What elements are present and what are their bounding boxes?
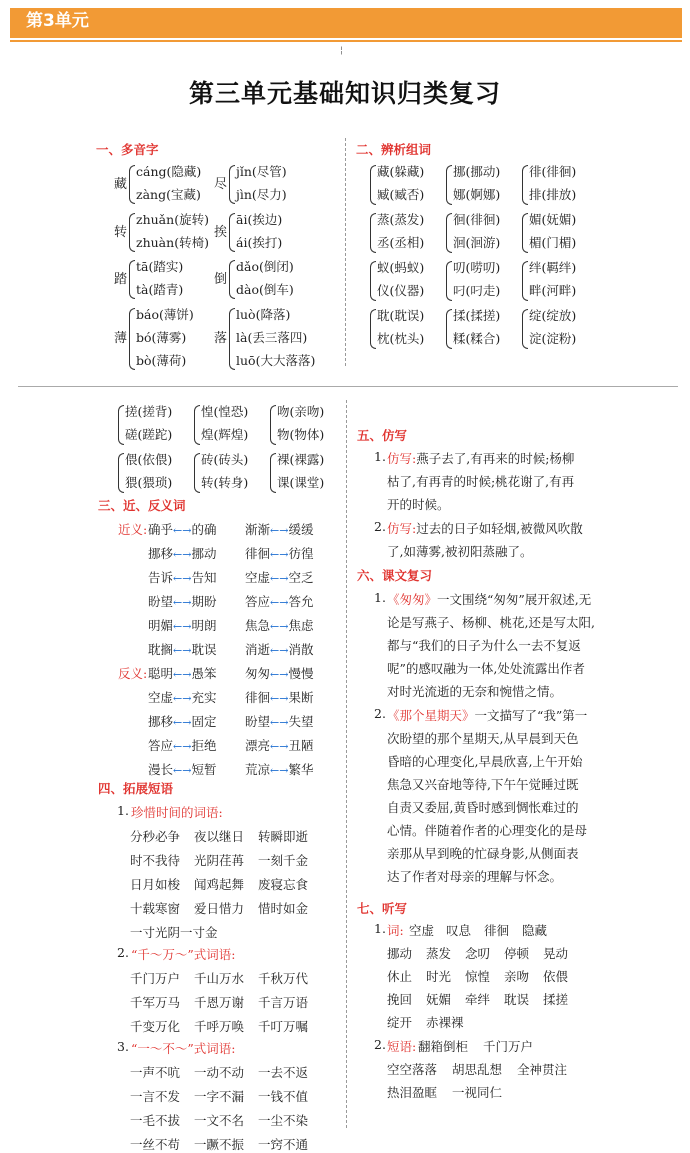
distinguish-word: 绽(绽放) [529, 308, 577, 323]
dictation-word: 亲吻 [504, 969, 530, 984]
phrase-word: 一蹶不振 [194, 1137, 245, 1152]
distinguish-word: 畔(河畔) [529, 283, 577, 298]
dictation-word: 妩媚 [426, 992, 452, 1007]
double-arrow-icon: ←→ [270, 740, 289, 753]
dictation-word: 挪动 [387, 946, 413, 961]
phrase-word: 惜时如金 [258, 901, 309, 916]
phrase-word: 分秒必争 [130, 829, 181, 844]
distinguish-word: 猥(猥琐) [125, 475, 173, 490]
dictation-word: 时光 [426, 969, 452, 984]
distinguish-word: 耽(耽误) [377, 308, 425, 323]
phrase-word: 一文不名 [194, 1113, 245, 1128]
brace-mark [118, 453, 124, 493]
review-tag: 《那个星期天》 [387, 708, 475, 723]
dictation-word: 赤裸裸 [426, 1015, 464, 1030]
dictation-phrase: 空空落落 [387, 1062, 438, 1077]
distinguish-word: 磋(蹉跎) [125, 427, 173, 442]
double-arrow-icon: ←→ [270, 668, 289, 681]
polyphone-reading: luō(大大落落) [236, 353, 316, 368]
phrase-word: 千秋万代 [258, 971, 309, 986]
column-divider-bottom [346, 400, 347, 1128]
phrase-word: 闻鸡起舞 [194, 877, 245, 892]
brace-mark [270, 405, 276, 445]
brace-mark [270, 453, 276, 493]
dictation-word: 绽开 [387, 1015, 413, 1030]
column-divider-top [345, 138, 346, 366]
word-pair-left: 答应←→拒绝 [148, 738, 217, 753]
banner-underline [10, 40, 682, 42]
section-phrases-heading: 四、拓展短语 [98, 781, 174, 796]
phrase-word: 一言不发 [130, 1089, 181, 1104]
distinguish-word: 枕(枕头) [377, 331, 425, 346]
brace-mark [522, 261, 528, 301]
distinguish-word: 偎(依偎) [125, 452, 173, 467]
unit-tab: 第3单元 [26, 11, 89, 31]
distinguish-word: 糅(糅合) [453, 331, 501, 346]
dictation-phrase: 全神贯注 [517, 1062, 568, 1077]
phrase-word: 千山万水 [194, 971, 245, 986]
section-polyphones-heading: 一、多音字 [96, 142, 159, 157]
polyphone-char: 踏 [114, 272, 128, 287]
dictation-word: 揉搓 [543, 992, 569, 1007]
review-number: 2. [374, 706, 386, 721]
polyphone-char: 薄 [114, 331, 128, 346]
phrase-word: 一寸光阴一寸金 [130, 925, 218, 940]
double-arrow-icon: ←→ [270, 572, 289, 585]
phrase-word: 爱日惜力 [194, 901, 245, 916]
brace-mark [446, 309, 452, 349]
double-arrow-icon: ←→ [270, 644, 289, 657]
distinguish-word: 煌(辉煌) [201, 427, 249, 442]
distinguish-word: 搓(搓背) [125, 404, 173, 419]
review-number: 1. [374, 590, 386, 605]
double-arrow-icon: ←→ [173, 692, 192, 705]
polyphone-char: 藏 [114, 177, 128, 192]
dictation-number: 2. [374, 1037, 386, 1052]
phrase-sub-title: “一～不～”式词语: [131, 1041, 236, 1056]
phrase-word: 一刻千金 [258, 853, 309, 868]
imitation-tag: 仿写: [387, 451, 417, 466]
distinguish-word: 淀(淀粉) [529, 331, 577, 346]
distinguish-word: 藏(躲藏) [377, 164, 425, 179]
polyphone-reading: luò(降落) [236, 307, 291, 322]
word-pair-right: 空虚←→空乏 [245, 570, 314, 585]
brace-mark [229, 213, 235, 252]
double-arrow-icon: ←→ [173, 668, 192, 681]
word-pair-right: 徘徊←→彷徨 [245, 546, 314, 561]
dictation-word: 牵绊 [465, 992, 491, 1007]
phrase-word: 一尘不染 [258, 1113, 309, 1128]
review-line: 呢”的感叹融为一体,处处流露出作者 [387, 661, 585, 676]
distinguish-word: 挪(挪动) [453, 164, 501, 179]
antonym-label: 反义: [118, 666, 148, 681]
phrase-sub-number: 2. [117, 945, 129, 960]
unit-banner [10, 8, 682, 38]
distinguish-word: 转(转身) [201, 475, 249, 490]
imitation-line: 枯了,有再青的时候;桃花谢了,有再 [387, 474, 575, 489]
distinguish-word: 揉(揉搓) [453, 308, 501, 323]
double-arrow-icon: ←→ [173, 740, 192, 753]
double-arrow-icon: ←→ [270, 716, 289, 729]
brace-mark [370, 261, 376, 301]
phrase-sub-title: “千～万～”式词语: [131, 947, 236, 962]
review-line: 焦急又兴奋地等待,下午午觉睡过既 [387, 777, 579, 792]
polyphone-reading: dǎo(倒闭) [236, 259, 294, 274]
word-pair-left: 挪移←→挪动 [148, 546, 217, 561]
word-pair-left: 漫长←→短暂 [148, 762, 217, 777]
imitation-line: 开的时候。 [387, 497, 450, 512]
word-pair-left: 告诉←→告知 [148, 570, 217, 585]
distinguish-word: 绊(羁绊) [529, 260, 577, 275]
review-line: 对时光流逝的无奈和惋惜之情。 [387, 684, 563, 699]
word-pair-right: 荒凉←→繁华 [245, 762, 314, 777]
phrase-word: 光阴荏苒 [194, 853, 245, 868]
phrase-word: 转瞬即逝 [258, 829, 309, 844]
phrase-word: 一丝不苟 [130, 1137, 181, 1152]
brace-mark [370, 213, 376, 253]
polyphone-reading: tā(踏实) [136, 259, 184, 274]
phrase-word: 一窍不通 [258, 1137, 309, 1152]
synonym-label: 近义: [118, 522, 148, 537]
review-line: 都与“我们的日子为什么一去不复返 [387, 638, 581, 653]
dictation-phrase: 千门万户 [483, 1039, 534, 1054]
distinguish-word: 徊(徘徊) [453, 212, 501, 227]
brace-mark [522, 309, 528, 349]
word-pair-right: 答应←→答允 [245, 594, 314, 609]
word-pair-right: 徘徊←→果断 [245, 690, 314, 705]
phrase-word: 千言万语 [258, 995, 309, 1010]
dictation-word: 休止 [387, 969, 413, 984]
section-distinguish-heading: 二、辨析组词 [356, 142, 432, 157]
distinguish-word: 丞(丞相) [377, 235, 425, 250]
polyphone-reading: tà(踏青) [136, 282, 184, 297]
polyphone-char: 挨 [214, 225, 228, 240]
section-synonyms-heading: 三、近、反义词 [98, 498, 186, 513]
double-arrow-icon: ←→ [173, 524, 192, 537]
word-pair-right: 渐渐←→缓缓 [245, 522, 314, 537]
distinguish-word: 蚁(蚂蚁) [377, 260, 425, 275]
distinguish-word: 裸(裸露) [277, 452, 325, 467]
phrase-word: 一毛不拔 [130, 1113, 181, 1128]
double-arrow-icon: ←→ [173, 764, 192, 777]
dictation-number: 1. [374, 921, 386, 936]
review-line: 自责又委屈,黄昏时感到惆怅难过的 [387, 800, 579, 815]
brace-mark [129, 213, 135, 252]
imitation-line: 仿写:过去的日子如轻烟,被微风吹散 [387, 521, 583, 536]
distinguish-word: 课(课堂) [277, 475, 325, 490]
polyphone-char: 倒 [214, 272, 228, 287]
dictation-phrase: 胡思乱想 [452, 1062, 503, 1077]
dictation-tag: 短语: [387, 1039, 417, 1054]
dictation-word: 叹息 [446, 923, 472, 938]
double-arrow-icon: ←→ [173, 716, 192, 729]
double-arrow-icon: ←→ [270, 548, 289, 561]
polyphone-reading: ái(挨打) [236, 235, 283, 250]
brace-mark [446, 213, 452, 253]
word-pair-right: 消逝←→消散 [245, 642, 314, 657]
distinguish-word: 吻(亲吻) [277, 404, 325, 419]
phrase-word: 千军万马 [130, 995, 181, 1010]
brace-mark [522, 165, 528, 205]
phrase-sub-number: 1. [117, 803, 129, 818]
phrase-word: 时不我待 [130, 853, 181, 868]
word-pair-left: 确乎←→的确 [148, 522, 217, 537]
brace-mark [118, 405, 124, 445]
dictation-tag: 词: [387, 923, 404, 938]
word-pair-left: 明媚←→明朗 [148, 618, 217, 633]
polyphone-char: 落 [214, 331, 228, 346]
phrase-sub-title: 珍惜时间的词语: [131, 805, 223, 820]
brace-mark [129, 260, 135, 299]
imitation-line: 仿写:燕子去了,有再来的时候;杨柳 [387, 451, 575, 466]
phrase-word: 一声不吭 [130, 1065, 181, 1080]
polyphone-reading: zàng(宝藏) [136, 187, 201, 202]
phrase-word: 千门万户 [130, 971, 181, 986]
word-pair-left: 盼望←→期盼 [148, 594, 217, 609]
dictation-word: 依偎 [543, 969, 569, 984]
word-pair-right: 匆匆←→慢慢 [245, 666, 314, 681]
distinguish-word: 叨(唠叨) [453, 260, 501, 275]
double-arrow-icon: ←→ [173, 596, 192, 609]
phrase-word: 废寝忘食 [258, 877, 309, 892]
brace-mark [229, 260, 235, 299]
brace-mark [446, 261, 452, 301]
page-title: 第三单元基础知识归类复习 [188, 79, 501, 108]
word-pair-right: 盼望←→失望 [245, 714, 314, 729]
polyphone-char: 转 [114, 225, 128, 240]
dictation-word: 空虚 [409, 923, 435, 938]
brace-mark [129, 165, 135, 204]
distinguish-word: 惶(惶恐) [201, 404, 249, 419]
word-pair-left: 挪移←→固定 [148, 714, 217, 729]
distinguish-word: 物(物体) [277, 427, 325, 442]
polyphone-reading: là(丢三落四) [236, 330, 308, 345]
brace-mark [446, 165, 452, 205]
dictation-word: 惊惶 [465, 969, 491, 984]
double-arrow-icon: ←→ [270, 620, 289, 633]
distinguish-word: 媚(妩媚) [529, 212, 577, 227]
review-line: 昏暗的心理变化,早晨欣喜,上午开始 [387, 754, 583, 769]
dictation-word: 晃动 [543, 946, 569, 961]
review-line: 心情。伴随着作者的心理变化的是母 [387, 823, 588, 838]
distinguish-word: 楣(门楣) [529, 235, 577, 250]
review-line: 《匆匆》一文围绕“匆匆”展开叙述,无 [387, 592, 592, 607]
phrase-word: 一去不返 [258, 1065, 309, 1080]
review-tag: 《匆匆》 [387, 592, 438, 607]
dictation-word: 停顿 [504, 946, 530, 961]
brace-mark [194, 405, 200, 445]
word-pair-left: 聪明←→愚笨 [148, 666, 217, 681]
word-pair-right: 焦急←→焦虑 [245, 618, 314, 633]
section-imitation-heading: 五、仿写 [357, 428, 408, 443]
word-pair-left: 空虚←→充实 [148, 690, 217, 705]
double-arrow-icon: ←→ [270, 692, 289, 705]
polyphone-reading: jǐn(尽管) [236, 164, 287, 179]
page-mark: ¦ [340, 46, 344, 56]
polyphone-reading: bò(薄荷) [136, 353, 187, 368]
polyphone-reading: jìn(尽力) [236, 187, 287, 202]
double-arrow-icon: ←→ [270, 524, 289, 537]
double-arrow-icon: ←→ [173, 620, 192, 633]
brace-mark [229, 165, 235, 204]
phrase-sub-number: 3. [117, 1039, 129, 1054]
brace-mark [522, 213, 528, 253]
imitation-line: 了,如薄雾,被初阳蒸融了。 [387, 544, 533, 559]
phrase-word: 千呼万唤 [194, 1019, 245, 1034]
double-arrow-icon: ←→ [173, 572, 192, 585]
dictation-phrase: 翻箱倒柜 [418, 1039, 469, 1054]
section-text-review-heading: 六、课文复习 [357, 568, 433, 583]
polyphone-reading: cáng(隐藏) [136, 164, 202, 179]
word-pair-right: 漂亮←→丑陋 [245, 738, 314, 753]
phrase-word: 夜以继日 [194, 829, 245, 844]
phrase-word: 千恩万谢 [194, 995, 245, 1010]
dictation-word: 挽回 [387, 992, 413, 1007]
word-pair-left: 耽搁←→耽误 [148, 642, 217, 657]
distinguish-word: 仪(仪器) [377, 283, 425, 298]
distinguish-word: 洄(洄游) [453, 235, 501, 250]
distinguish-word: 娜(婀娜) [453, 187, 501, 202]
polyphone-reading: bó(薄雾) [136, 330, 187, 345]
polyphone-reading: zhuǎn(旋转) [136, 212, 209, 227]
polyphone-char: 尽 [214, 177, 228, 192]
double-arrow-icon: ←→ [270, 764, 289, 777]
horizontal-divider [18, 386, 678, 387]
polyphone-reading: dào(倒车) [236, 282, 294, 297]
phrase-word: 一字不漏 [194, 1089, 245, 1104]
polyphone-reading: āi(挨边) [236, 212, 283, 227]
review-line: 次盼望的那个星期天,从早晨到天色 [387, 731, 579, 746]
brace-mark [229, 308, 235, 370]
imitation-tag: 仿写: [387, 521, 417, 536]
review-line: 《那个星期天》一文描写了“我”第一 [387, 708, 588, 723]
phrase-word: 一动不动 [194, 1065, 245, 1080]
distinguish-word: 臧(臧否) [377, 187, 425, 202]
phrase-word: 千变万化 [130, 1019, 181, 1034]
double-arrow-icon: ←→ [173, 548, 192, 561]
imitation-number: 1. [374, 449, 386, 464]
phrase-word: 十载寒窗 [130, 901, 181, 916]
distinguish-word: 排(排放) [529, 187, 577, 202]
double-arrow-icon: ←→ [173, 644, 192, 657]
brace-mark [370, 309, 376, 349]
phrase-word: 日月如梭 [130, 877, 181, 892]
distinguish-word: 徘(徘徊) [529, 164, 577, 179]
distinguish-word: 蒸(蒸发) [377, 212, 425, 227]
polyphone-reading: zhuàn(转椅) [136, 235, 209, 250]
brace-mark [194, 453, 200, 493]
phrase-word: 千叮万嘱 [258, 1019, 309, 1034]
dictation-word: 徘徊 [484, 923, 510, 938]
dictation-phrase: 一视同仁 [452, 1085, 503, 1100]
dictation-word: 耽误 [504, 992, 530, 1007]
brace-mark [129, 308, 135, 370]
distinguish-word: 叼(叼走) [453, 283, 501, 298]
dictation-word: 隐藏 [522, 923, 548, 938]
polyphone-reading: báo(薄饼) [136, 307, 194, 322]
double-arrow-icon: ←→ [270, 596, 289, 609]
distinguish-word: 砖(砖头) [201, 452, 249, 467]
phrase-word: 一钱不值 [258, 1089, 309, 1104]
brace-mark [370, 165, 376, 205]
review-line: 论是写燕子、杨柳、桃花,还是写太阳, [387, 615, 595, 630]
review-line: 亲那从早到晚的忙碌身影,从侧面表 [387, 846, 579, 861]
section-dictation-heading: 七、听写 [357, 901, 408, 916]
imitation-number: 2. [374, 519, 386, 534]
dictation-word: 念叨 [465, 946, 491, 961]
dictation-phrase: 热泪盈眶 [387, 1085, 438, 1100]
review-line: 达了作者对母亲的理解与怀念。 [387, 869, 563, 884]
dictation-word: 蒸发 [426, 946, 452, 961]
